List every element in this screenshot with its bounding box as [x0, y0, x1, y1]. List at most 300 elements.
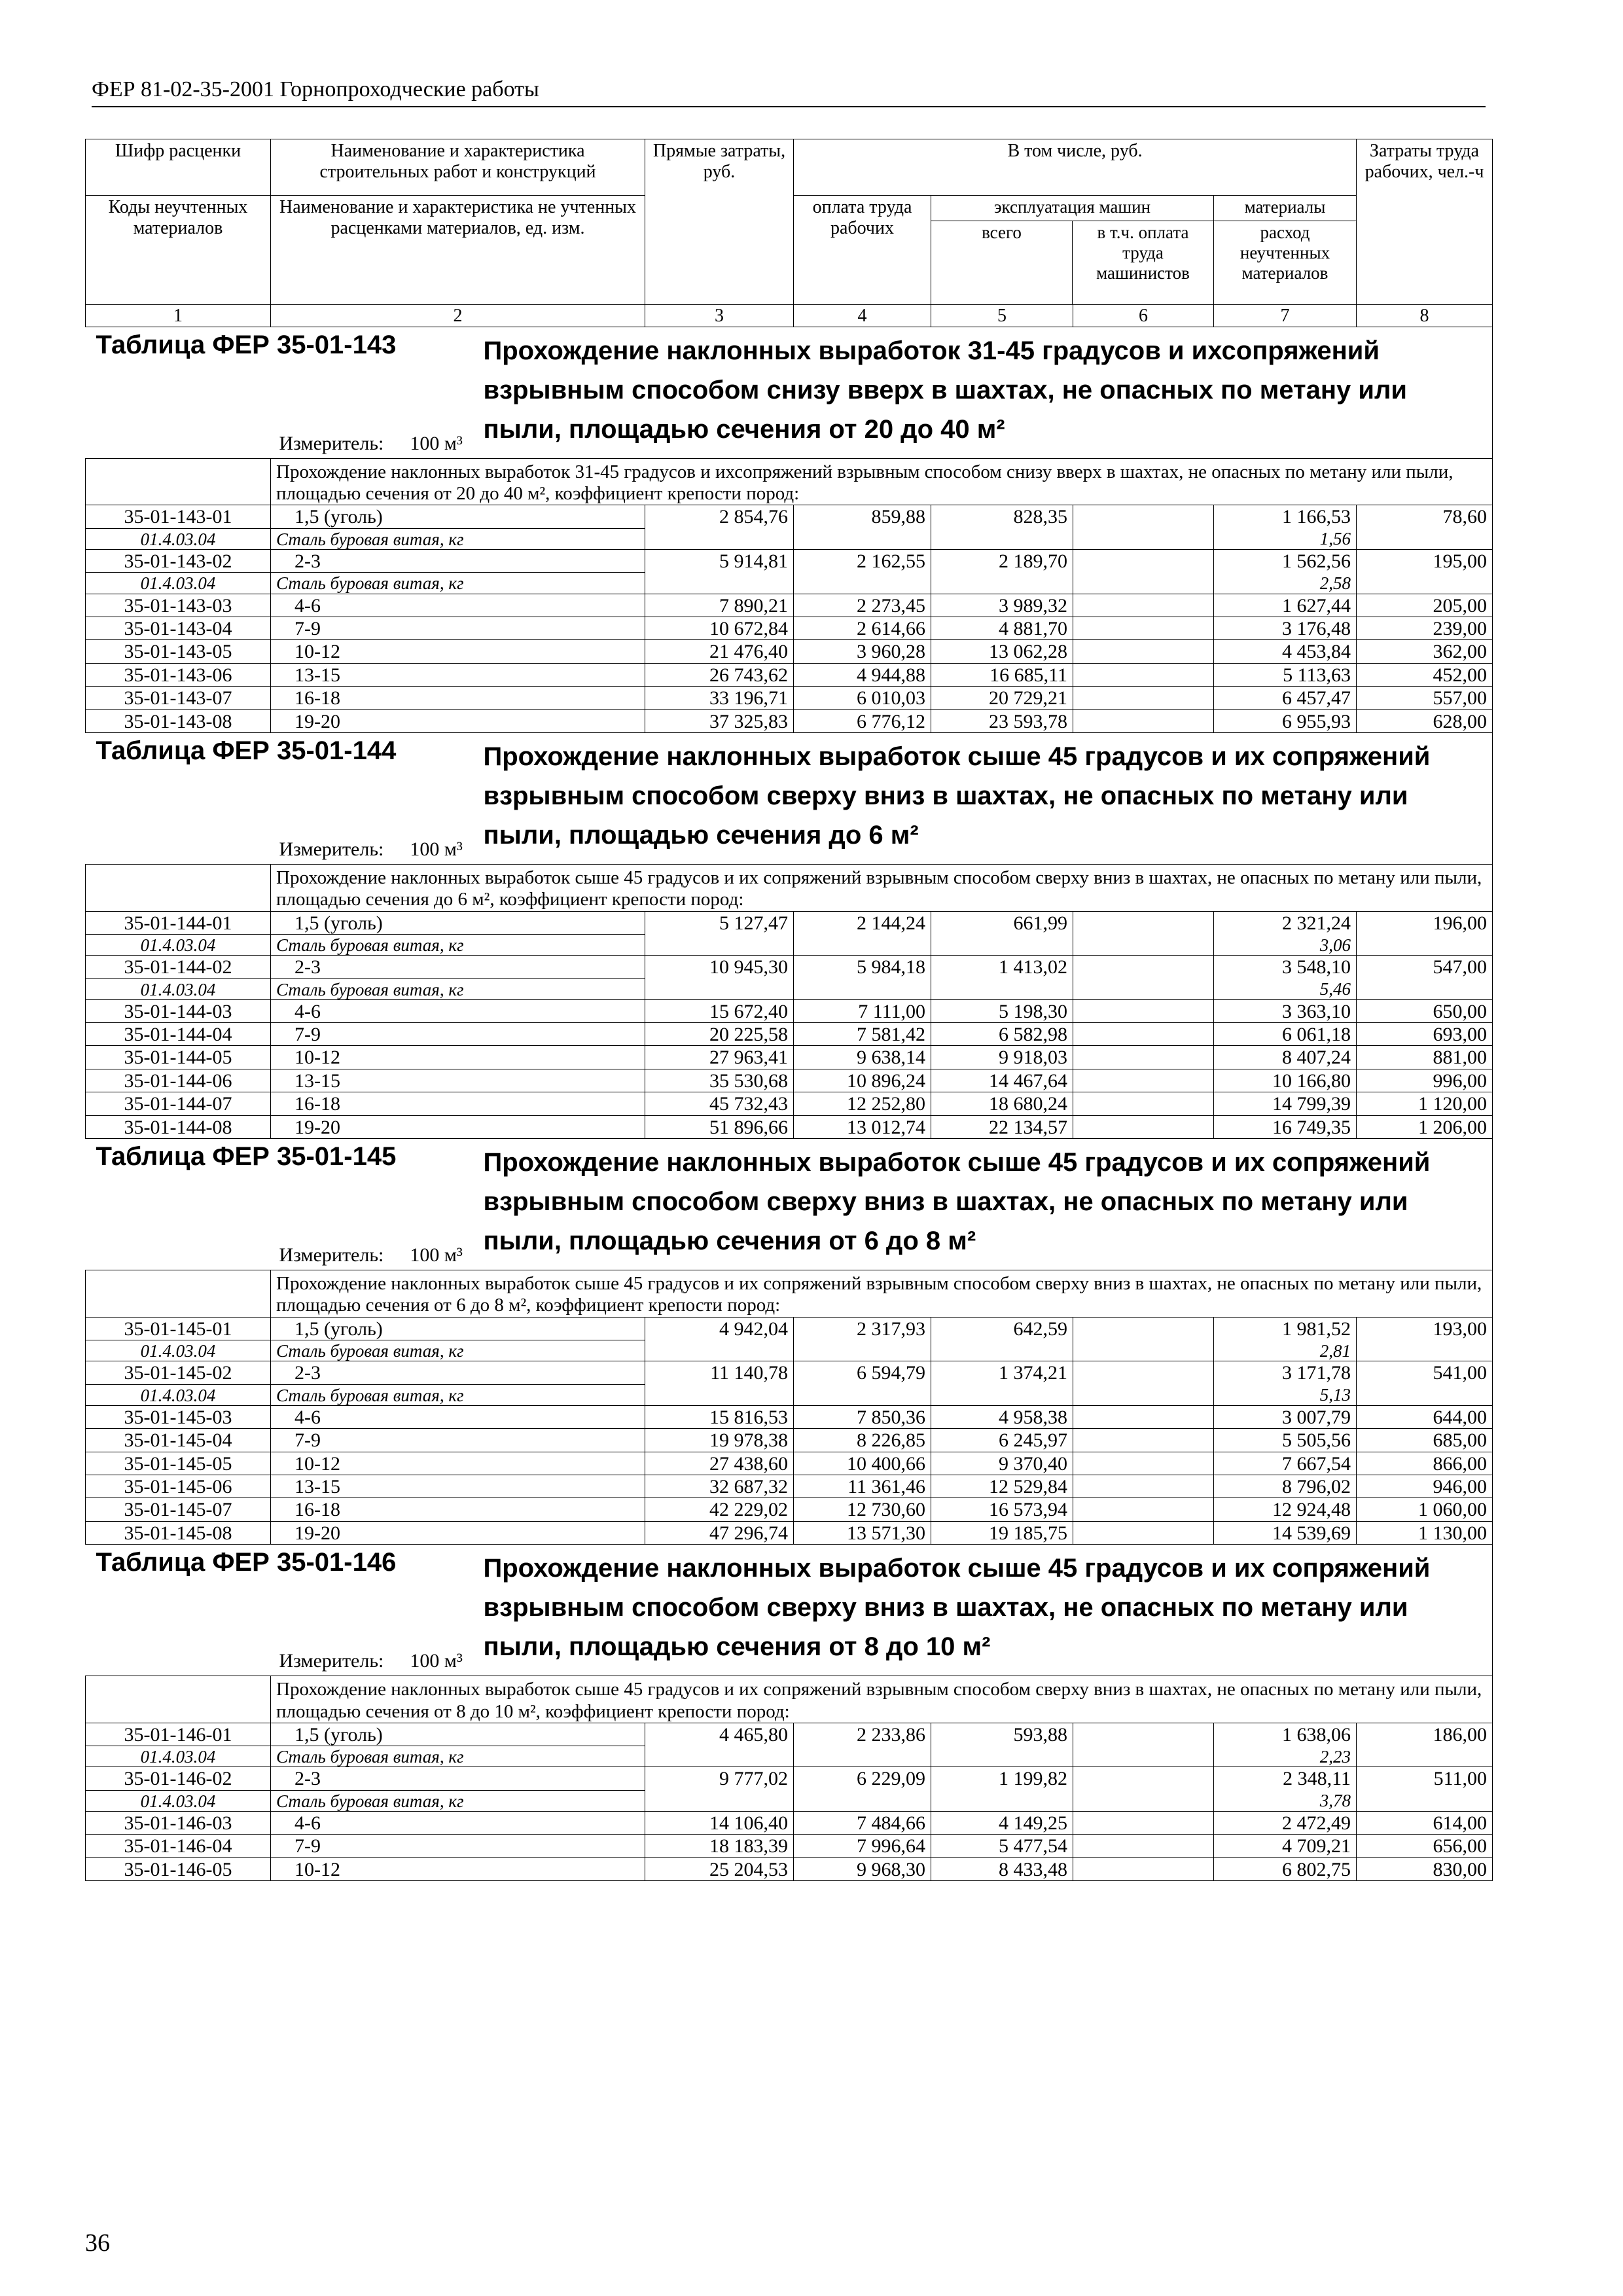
table-row	[86, 1811, 1493, 1834]
rate-name: 4-6	[271, 1811, 645, 1834]
materials-cost: 12 924,48	[1214, 1498, 1357, 1521]
rate-name: 19-20	[271, 1115, 645, 1138]
materials-cost: 5 505,56	[1214, 1429, 1357, 1452]
direct-cost: 4 942,04	[645, 1317, 794, 1361]
rate-code: 35-01-146-02	[86, 1767, 271, 1790]
direct-cost: 25 204,53	[645, 1857, 794, 1880]
materials-cost: 6 457,47	[1214, 687, 1357, 709]
machines-cost: 4 149,25	[931, 1811, 1073, 1834]
description-row	[86, 864, 1493, 911]
table-row	[86, 663, 1493, 686]
direct-cost: 10 945,30	[645, 956, 794, 1000]
col-number: 5	[931, 305, 1073, 327]
table-row	[86, 1069, 1493, 1092]
rate-name: 2-3	[271, 1361, 645, 1384]
labor-cost: 239,00	[1357, 617, 1493, 639]
wages-cost: 11 361,46	[794, 1475, 931, 1498]
machines-cost: 661,99	[931, 911, 1073, 956]
rate-name: 13-15	[271, 1475, 645, 1498]
rate-code: 35-01-143-03	[86, 594, 271, 617]
material-code: 01.4.03.04	[86, 1340, 271, 1361]
col-number: 4	[794, 305, 931, 327]
direct-cost: 5 914,81	[645, 550, 794, 594]
measure-line	[279, 1245, 463, 1266]
labor-cost: 541,00	[1357, 1361, 1493, 1406]
rate-name: 19-20	[271, 1521, 645, 1544]
machinists-cost	[1073, 640, 1214, 663]
rate-name: 7-9	[271, 617, 645, 639]
labor-cost: 693,00	[1357, 1023, 1493, 1046]
wages-cost: 7 484,66	[794, 1811, 931, 1834]
machinists-cost	[1073, 1361, 1214, 1406]
col-machines-total-header: всего	[931, 221, 1073, 304]
wages-cost: 5 984,18	[794, 956, 931, 1000]
table-label: Таблица ФЕР 35-01-146	[96, 1548, 397, 1577]
labor-cost: 1 060,00	[1357, 1498, 1493, 1521]
direct-cost: 51 896,66	[645, 1115, 794, 1138]
labor-cost: 1 206,00	[1357, 1115, 1493, 1138]
wages-cost: 859,88	[794, 505, 931, 550]
materials-cost: 3 007,79	[1214, 1405, 1357, 1428]
direct-cost: 27 438,60	[645, 1452, 794, 1475]
table-title-row	[86, 1545, 1493, 1676]
rate-name: 2-3	[271, 550, 645, 573]
rate-code: 35-01-145-01	[86, 1317, 271, 1340]
table-row	[86, 594, 1493, 617]
description-spacer	[86, 1676, 271, 1723]
rate-name: 16-18	[271, 1498, 645, 1521]
direct-cost: 20 225,58	[645, 1023, 794, 1046]
rate-name: 2-3	[271, 1767, 645, 1790]
table-description: Прохождение наклонных выработок 31-45 градусов и ихсопряжений взрывным способом снизу вверх в шахтах, не опасных по метану или пыли, площадью сечения от 20 до 40 м², коэффициент крепости пород:	[271, 458, 1493, 505]
labor-cost: 186,00	[1357, 1723, 1493, 1767]
table-row	[86, 1023, 1493, 1046]
measure-value: 100 м³	[410, 1244, 463, 1266]
wages-cost: 2 233,86	[794, 1723, 931, 1767]
rate-name: 1,5 (уголь)	[271, 1723, 645, 1746]
wages-cost: 6 010,03	[794, 687, 931, 709]
wages-cost: 7 996,64	[794, 1835, 931, 1857]
machinists-cost	[1073, 1115, 1214, 1138]
rate-code: 35-01-143-07	[86, 687, 271, 709]
rate-code: 35-01-144-01	[86, 911, 271, 934]
rate-name: 13-15	[271, 663, 645, 686]
description-spacer	[86, 458, 271, 505]
machines-cost: 2 189,70	[931, 550, 1073, 594]
machines-cost: 5 198,30	[931, 999, 1073, 1022]
wages-cost: 2 144,24	[794, 911, 931, 956]
table-title-block	[86, 327, 1493, 458]
table-title: Прохождение наклонных выработок 31-45 градусов и ихсопряжений взрывным способом снизу вверх в шахтах, не опасных по метану или пыли, площадью сечения от 20 до 40 м²	[483, 336, 1407, 444]
rate-name: 10-12	[271, 640, 645, 663]
labor-cost: 193,00	[1357, 1317, 1493, 1361]
machinists-cost	[1073, 1835, 1214, 1857]
direct-cost: 45 732,43	[645, 1092, 794, 1115]
table-title-row	[86, 732, 1493, 864]
machinists-cost	[1073, 1317, 1214, 1361]
col-number: 8	[1357, 305, 1493, 327]
table-row	[86, 709, 1493, 732]
material-code: 01.4.03.04	[86, 528, 271, 549]
table-row	[86, 1115, 1493, 1138]
materials-cost: 3 176,48	[1214, 617, 1357, 639]
table-label: Таблица ФЕР 35-01-143	[96, 330, 397, 359]
materials-cost: 1 627,44	[1214, 594, 1357, 617]
direct-cost: 10 672,84	[645, 617, 794, 639]
materials-cost: 3 548,10	[1214, 956, 1357, 978]
wages-cost: 9 638,14	[794, 1046, 931, 1069]
table-title-block	[86, 1545, 1493, 1676]
materials-cost: 14 539,69	[1214, 1521, 1357, 1544]
material-name: Сталь буровая витая, кг	[271, 528, 645, 549]
rate-name: 7-9	[271, 1835, 645, 1857]
material-code: 01.4.03.04	[86, 978, 271, 999]
machinists-cost	[1073, 1723, 1214, 1767]
description-spacer	[86, 1270, 271, 1318]
labor-cost: 557,00	[1357, 687, 1493, 709]
rate-code: 35-01-144-08	[86, 1115, 271, 1138]
wages-cost: 6 776,12	[794, 709, 931, 732]
machinists-cost	[1073, 1069, 1214, 1092]
machines-cost: 6 245,97	[931, 1429, 1073, 1452]
measure-label: Измеритель:	[279, 838, 384, 860]
machines-cost: 22 134,57	[931, 1115, 1073, 1138]
wages-cost: 12 730,60	[794, 1498, 931, 1521]
materials-cost: 6 802,75	[1214, 1857, 1357, 1880]
direct-cost: 42 229,02	[645, 1498, 794, 1521]
material-name: Сталь буровая витая, кг	[271, 573, 645, 594]
table-row	[86, 1429, 1493, 1452]
rate-name: 7-9	[271, 1429, 645, 1452]
table-label: Таблица ФЕР 35-01-145	[96, 1142, 397, 1172]
material-consumption: 3,06	[1214, 935, 1357, 956]
materials-cost: 1 562,56	[1214, 550, 1357, 573]
machinists-cost	[1073, 999, 1214, 1022]
machines-cost: 4 881,70	[931, 617, 1073, 639]
materials-cost: 6 061,18	[1214, 1023, 1357, 1046]
materials-cost: 7 667,54	[1214, 1452, 1357, 1475]
machinists-cost	[1073, 1023, 1214, 1046]
materials-cost: 5 113,63	[1214, 663, 1357, 686]
rate-name: 1,5 (уголь)	[271, 911, 645, 934]
col-machines-header: эксплуатация машин	[931, 196, 1213, 221]
labor-cost: 1 130,00	[1357, 1521, 1493, 1544]
labor-cost: 614,00	[1357, 1811, 1493, 1834]
rate-name: 16-18	[271, 687, 645, 709]
machines-cost: 23 593,78	[931, 709, 1073, 732]
wages-cost: 13 571,30	[794, 1521, 931, 1544]
machines-cost: 13 062,28	[931, 640, 1073, 663]
table-row	[86, 1317, 1493, 1340]
materials-cost: 6 955,93	[1214, 709, 1357, 732]
material-code: 01.4.03.04	[86, 1384, 271, 1405]
labor-cost: 547,00	[1357, 956, 1493, 1000]
table-row	[86, 1361, 1493, 1384]
wages-cost: 7 111,00	[794, 999, 931, 1022]
direct-cost: 18 183,39	[645, 1835, 794, 1857]
labor-cost: 685,00	[1357, 1429, 1493, 1452]
rate-code: 35-01-143-04	[86, 617, 271, 639]
machines-cost: 19 185,75	[931, 1521, 1073, 1544]
description-row	[86, 1270, 1493, 1318]
description-row	[86, 1676, 1493, 1723]
labor-cost: 452,00	[1357, 663, 1493, 686]
machinists-cost	[1073, 663, 1214, 686]
material-name: Сталь буровая витая, кг	[271, 935, 645, 956]
col-number: 2	[271, 305, 645, 327]
col-labor-header: Затраты труда рабочих, чел.-ч	[1357, 139, 1493, 305]
wages-cost: 2 273,45	[794, 594, 931, 617]
machines-cost: 18 680,24	[931, 1092, 1073, 1115]
machinists-cost	[1073, 1811, 1214, 1834]
direct-cost: 14 106,40	[645, 1811, 794, 1834]
rate-code: 35-01-146-03	[86, 1811, 271, 1834]
rate-code: 35-01-145-06	[86, 1475, 271, 1498]
table-row	[86, 956, 1493, 978]
machinists-cost	[1073, 617, 1214, 639]
machines-cost: 828,35	[931, 505, 1073, 550]
materials-cost: 1 638,06	[1214, 1723, 1357, 1746]
material-name: Сталь буровая витая, кг	[271, 1790, 645, 1811]
rate-code: 35-01-143-01	[86, 505, 271, 528]
labor-cost: 644,00	[1357, 1405, 1493, 1428]
table-title-row	[86, 327, 1493, 458]
machines-cost: 12 529,84	[931, 1475, 1073, 1498]
table-row	[86, 1767, 1493, 1790]
table-title-block	[86, 732, 1493, 864]
table-row	[86, 1498, 1493, 1521]
running-header: ФЕР 81-02-35-2001 Горнопроходческие работы	[92, 77, 1486, 107]
material-consumption: 3,78	[1214, 1790, 1357, 1811]
material-consumption: 2,81	[1214, 1340, 1357, 1361]
table-row	[86, 617, 1493, 639]
measure-label: Измеритель:	[279, 1244, 384, 1266]
rate-code: 35-01-145-07	[86, 1498, 271, 1521]
machinists-cost	[1073, 1498, 1214, 1521]
direct-cost: 21 476,40	[645, 640, 794, 663]
material-code: 01.4.03.04	[86, 1746, 271, 1767]
material-name: Сталь буровая витая, кг	[271, 1340, 645, 1361]
machines-cost: 1 199,82	[931, 1767, 1073, 1812]
machinists-cost	[1073, 1405, 1214, 1428]
table-row	[86, 1046, 1493, 1069]
table-row	[86, 911, 1493, 934]
table-title-row	[86, 1139, 1493, 1270]
direct-cost: 2 854,76	[645, 505, 794, 550]
rate-code: 35-01-144-03	[86, 999, 271, 1022]
table-row	[86, 1835, 1493, 1857]
col-number: 7	[1214, 305, 1357, 327]
measure-label: Измеритель:	[279, 432, 384, 454]
wages-cost: 13 012,74	[794, 1115, 931, 1138]
col-name-unaccounted-header: Наименование и характеристика не учтенных расценками материалов, ед. изм.	[271, 196, 645, 305]
table-title: Прохождение наклонных выработок сыше 45 градусов и их сопряжений взрывным способом сверху вниз в шахтах, не опасных по метану или пыли, площадью сечения до 6 м²	[483, 742, 1431, 850]
rate-code: 35-01-144-07	[86, 1092, 271, 1115]
materials-cost: 3 363,10	[1214, 999, 1357, 1022]
material-consumption: 2,58	[1214, 573, 1357, 594]
table-description: Прохождение наклонных выработок сыше 45 градусов и их сопряжений взрывным способом сверху вниз в шахтах, не опасных по метану или пыли, площадью сечения до 6 м², коэффициент крепости пород:	[271, 864, 1493, 911]
direct-cost: 11 140,78	[645, 1361, 794, 1406]
machinists-cost	[1073, 550, 1214, 594]
table-row	[86, 1092, 1493, 1115]
col-code-header: Шифр расценки	[86, 139, 271, 196]
machines-cost: 6 582,98	[931, 1023, 1073, 1046]
col-number: 6	[1073, 305, 1214, 327]
wages-cost: 2 317,93	[794, 1317, 931, 1361]
materials-cost: 2 472,49	[1214, 1811, 1357, 1834]
material-code: 01.4.03.04	[86, 935, 271, 956]
materials-cost: 4 453,84	[1214, 640, 1357, 663]
rate-name: 13-15	[271, 1069, 645, 1092]
wages-cost: 8 226,85	[794, 1429, 931, 1452]
machinists-cost	[1073, 956, 1214, 1000]
materials-cost: 2 321,24	[1214, 911, 1357, 934]
rate-code: 35-01-145-04	[86, 1429, 271, 1452]
direct-cost: 26 743,62	[645, 663, 794, 686]
machines-cost: 1 413,02	[931, 956, 1073, 1000]
rate-code: 35-01-143-08	[86, 709, 271, 732]
direct-cost: 33 196,71	[645, 687, 794, 709]
labor-cost: 196,00	[1357, 911, 1493, 956]
rate-code: 35-01-143-06	[86, 663, 271, 686]
direct-cost: 7 890,21	[645, 594, 794, 617]
machines-cost: 3 989,32	[931, 594, 1073, 617]
measure-line	[279, 433, 463, 454]
materials-cost: 2 348,11	[1214, 1767, 1357, 1790]
labor-cost: 946,00	[1357, 1475, 1493, 1498]
table-row	[86, 1405, 1493, 1428]
wages-cost: 10 896,24	[794, 1069, 931, 1092]
materials-cost: 1 981,52	[1214, 1317, 1357, 1340]
direct-cost: 15 672,40	[645, 999, 794, 1022]
labor-cost: 628,00	[1357, 709, 1493, 732]
rate-name: 10-12	[271, 1857, 645, 1880]
materials-cost: 8 407,24	[1214, 1046, 1357, 1069]
rate-name: 2-3	[271, 956, 645, 978]
machinists-cost	[1073, 1857, 1214, 1880]
direct-cost: 19 978,38	[645, 1429, 794, 1452]
labor-cost: 205,00	[1357, 594, 1493, 617]
materials-cost: 8 796,02	[1214, 1475, 1357, 1498]
labor-cost: 511,00	[1357, 1767, 1493, 1812]
material-consumption: 5,13	[1214, 1384, 1357, 1405]
machinists-cost	[1073, 505, 1214, 550]
rate-name: 19-20	[271, 709, 645, 732]
col-name-header: Наименование и характеристика строительных работ и конструкций	[271, 139, 645, 196]
table-title: Прохождение наклонных выработок сыше 45 градусов и их сопряжений взрывным способом сверху вниз в шахтах, не опасных по метану или пыли, площадью сечения от 6 до 8 м²	[483, 1148, 1431, 1256]
labor-cost: 362,00	[1357, 640, 1493, 663]
rate-code: 35-01-146-01	[86, 1723, 271, 1746]
machines-cost: 20 729,21	[931, 687, 1073, 709]
rate-code: 35-01-143-02	[86, 550, 271, 573]
machinists-cost	[1073, 1092, 1214, 1115]
measure-value: 100 м³	[410, 838, 463, 860]
table-row	[86, 1475, 1493, 1498]
table-row	[86, 1857, 1493, 1880]
direct-cost: 5 127,47	[645, 911, 794, 956]
rate-name: 4-6	[271, 594, 645, 617]
direct-cost: 32 687,32	[645, 1475, 794, 1498]
machines-cost: 4 958,38	[931, 1405, 1073, 1428]
col-materials-header: материалы	[1214, 196, 1356, 221]
wages-cost: 10 400,66	[794, 1452, 931, 1475]
measure-value: 100 м³	[410, 432, 463, 454]
direct-cost: 27 963,41	[645, 1046, 794, 1069]
table-row	[86, 1723, 1493, 1746]
wages-cost: 3 960,28	[794, 640, 931, 663]
table-title-block	[86, 1139, 1493, 1270]
col-machinists-header: в т.ч. оплата труда машинистов	[1096, 222, 1190, 283]
rate-name: 10-12	[271, 1452, 645, 1475]
col-codes-unaccounted-header: Коды неучтенных материалов	[86, 196, 271, 305]
material-name: Сталь буровая витая, кг	[271, 1746, 645, 1767]
wages-cost: 12 252,80	[794, 1092, 931, 1115]
direct-cost: 37 325,83	[645, 709, 794, 732]
rate-code: 35-01-144-04	[86, 1023, 271, 1046]
col-number: 3	[645, 305, 794, 327]
rate-name: 16-18	[271, 1092, 645, 1115]
material-name: Сталь буровая витая, кг	[271, 1384, 645, 1405]
machines-cost: 1 374,21	[931, 1361, 1073, 1406]
table-row	[86, 687, 1493, 709]
description-row	[86, 458, 1493, 505]
table-row	[86, 1452, 1493, 1475]
table-description: Прохождение наклонных выработок сыше 45 градусов и их сопряжений взрывным способом сверху вниз в шахтах, не опасных по метану или пыли, площадью сечения от 6 до 8 м², коэффициент крепости пород:	[271, 1270, 1493, 1318]
materials-cost: 14 799,39	[1214, 1092, 1357, 1115]
table-title: Прохождение наклонных выработок сыше 45 градусов и их сопряжений взрывным способом сверху вниз в шахтах, не опасных по метану или пыли, площадью сечения от 8 до 10 м²	[483, 1554, 1431, 1662]
table-row	[86, 1521, 1493, 1544]
machinists-cost	[1073, 1475, 1214, 1498]
wages-cost: 2 162,55	[794, 550, 931, 594]
rate-code: 35-01-146-04	[86, 1835, 271, 1857]
labor-cost: 830,00	[1357, 1857, 1493, 1880]
machines-cost: 593,88	[931, 1723, 1073, 1767]
direct-cost: 9 777,02	[645, 1767, 794, 1812]
material-consumption: 5,46	[1214, 978, 1357, 999]
rate-name: 4-6	[271, 1405, 645, 1428]
rate-name: 7-9	[271, 1023, 645, 1046]
rate-code: 35-01-144-02	[86, 956, 271, 978]
machinists-cost	[1073, 911, 1214, 956]
col-materials-group	[1214, 196, 1357, 305]
materials-cost: 3 171,78	[1214, 1361, 1357, 1384]
labor-cost: 996,00	[1357, 1069, 1493, 1092]
machinists-cost	[1073, 594, 1214, 617]
machinists-cost	[1073, 1767, 1214, 1812]
table-description: Прохождение наклонных выработок сыше 45 градусов и их сопряжений взрывным способом сверху вниз в шахтах, не опасных по метану или пыли, площадью сечения от 8 до 10 м², коэффициент крепости пород:	[271, 1676, 1493, 1723]
machines-cost: 16 685,11	[931, 663, 1073, 686]
description-spacer	[86, 864, 271, 911]
machines-cost: 9 370,40	[931, 1452, 1073, 1475]
wages-cost: 7 850,36	[794, 1405, 931, 1428]
col-wages-header: оплата труда рабочих	[794, 196, 931, 305]
rate-code: 35-01-145-03	[86, 1405, 271, 1428]
col-number: 1	[86, 305, 271, 327]
machinists-cost	[1073, 1046, 1214, 1069]
measure-label: Измеритель:	[279, 1650, 384, 1672]
measure-value: 100 м³	[410, 1650, 463, 1672]
col-direct-header: Прямые затраты, руб.	[645, 139, 794, 305]
machinists-cost	[1073, 687, 1214, 709]
machines-cost: 5 477,54	[931, 1835, 1073, 1857]
direct-cost: 15 816,53	[645, 1405, 794, 1428]
material-name: Сталь буровая витая, кг	[271, 978, 645, 999]
labor-cost: 656,00	[1357, 1835, 1493, 1857]
wages-cost: 4 944,88	[794, 663, 931, 686]
rate-name: 1,5 (уголь)	[271, 1317, 645, 1340]
col-materials-unaccounted-header: расход неучтенных материалов	[1240, 222, 1330, 283]
machines-cost: 8 433,48	[931, 1857, 1073, 1880]
